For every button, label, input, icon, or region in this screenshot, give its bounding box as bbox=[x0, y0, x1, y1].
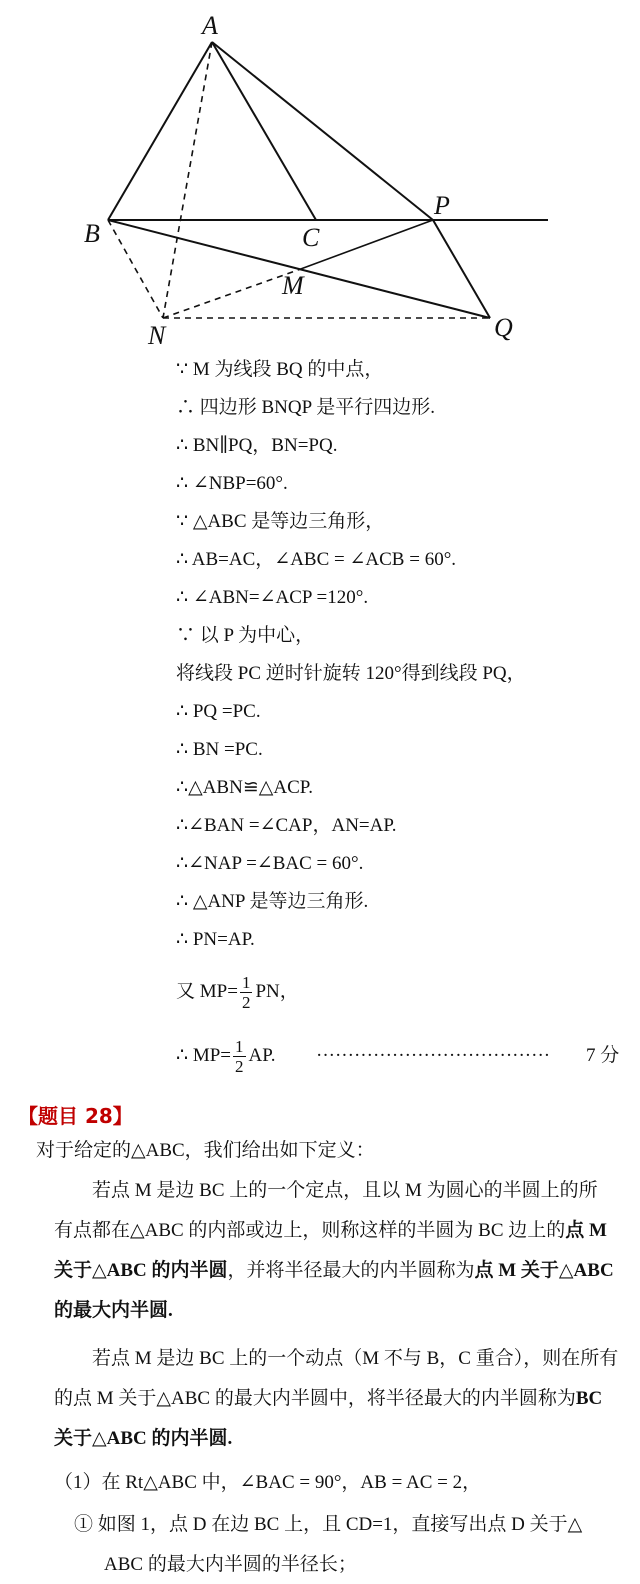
fraction-half bbox=[240, 973, 253, 1012]
proof-line: 将线段 PC 逆时针旋转 120°得到线段 PQ， bbox=[176, 663, 526, 684]
proof-line: ∵ 以 P 为中心， bbox=[176, 625, 315, 646]
definition-text: 有点都在△ABC 的内部或边上，则称这样的半圆为 BC 边上的 bbox=[54, 1220, 566, 1241]
frac-line-1-post: PN， bbox=[255, 981, 299, 1002]
proof-line: ∴∠BAN =∠CAP，AN=AP. bbox=[176, 815, 397, 836]
definition-bold: 关于△ABC 的内半圆 bbox=[54, 1260, 228, 1281]
question-1a-line: ① 如图 1，点 D 在边 BC 上，且 CD=1，直接写出点 D 关于△ bbox=[74, 1514, 583, 1535]
definition-1-line bbox=[54, 1292, 173, 1330]
score-label: 7 分 bbox=[586, 1045, 620, 1066]
segment-PQ bbox=[433, 220, 490, 318]
definition-text: ，并将半径最大的内半圆称为 bbox=[227, 1260, 475, 1281]
fraction-numerator: 1 bbox=[235, 1037, 244, 1057]
segment-AC bbox=[212, 42, 316, 220]
label-C: C bbox=[302, 223, 320, 252]
segment-AP bbox=[212, 42, 433, 220]
definition-bold: 的最大内半圆. bbox=[54, 1300, 173, 1321]
label-B: B bbox=[84, 219, 100, 248]
definition-bold: BC bbox=[575, 1388, 603, 1409]
label-A: A bbox=[202, 11, 218, 40]
proof-line-fraction-1 bbox=[176, 970, 299, 1014]
proof-line: ∴ ∠ABN=∠ACP =120°. bbox=[176, 587, 369, 608]
dashed-BN bbox=[108, 220, 163, 318]
geometry-figure bbox=[0, 0, 640, 350]
fraction-denominator: 2 bbox=[241, 993, 251, 1013]
proof-line: ∴ BN∥PQ，BN=PQ. bbox=[176, 435, 338, 456]
question-1a-line: ABC 的最大内半圆的半径长； bbox=[104, 1554, 357, 1575]
frac-line-2-pre: ∴ MP= bbox=[176, 1045, 232, 1066]
label-M: M bbox=[282, 271, 304, 300]
proof-line: ∴ AB=AC，∠ABC = ∠ACB = 60°. bbox=[176, 549, 457, 570]
label-P: P bbox=[434, 191, 450, 220]
definition-2-line bbox=[54, 1380, 602, 1418]
definition-1-line bbox=[54, 1252, 614, 1290]
proof-line: ∴ 四边形 BNQP 是平行四边形. bbox=[176, 397, 435, 418]
frac-line-2-post: AP. bbox=[248, 1045, 276, 1066]
intro-line: 对于给定的△ABC，我们给出如下定义： bbox=[36, 1140, 375, 1161]
definition-bold: 关于△ABC 的内半圆. bbox=[54, 1428, 233, 1449]
problem-title: 【题目 28】 bbox=[18, 1104, 133, 1128]
fraction-numerator: 1 bbox=[241, 973, 251, 993]
proof-line: ∴ PQ =PC. bbox=[176, 701, 261, 722]
label-Q: Q bbox=[494, 313, 513, 342]
definition-1-line: 若点 M 是边 BC 上的一个定点，且以 M 为圆心的半圆上的所 bbox=[92, 1180, 598, 1201]
definition-bold: 点 M bbox=[565, 1220, 607, 1241]
proof-line: ∴∠NAP =∠BAC = 60°. bbox=[176, 853, 364, 874]
definition-1-line bbox=[54, 1212, 607, 1250]
proof-line: ∴ PN=AP. bbox=[176, 929, 255, 950]
proof-line: ∵ △ABC 是等边三角形， bbox=[176, 511, 385, 532]
definition-text: 的点 M 关于△ABC 的最大内半圆中，将半径最大的内半圆称为 bbox=[54, 1388, 576, 1409]
definition-2-line bbox=[54, 1420, 232, 1458]
proof-line: ∴ △ANP 是等边三角形. bbox=[176, 891, 369, 912]
proof-line: ∴ BN =PC. bbox=[176, 739, 263, 760]
proof-line: ∵ M 为线段 BQ 的中点， bbox=[176, 359, 384, 380]
proof-line: ∴△ABN≌△ACP. bbox=[176, 777, 313, 798]
definition-2-line: 若点 M 是边 BC 上的一个动点（M 不与 B，C 重合），则在所有 bbox=[92, 1348, 619, 1369]
dashed-NM bbox=[163, 270, 298, 318]
label-N: N bbox=[148, 321, 166, 350]
frac-line-1-pre: 又 MP= bbox=[176, 981, 238, 1002]
proof-line-fraction-2 bbox=[176, 1034, 640, 1078]
score-leader-dots: ····································· bbox=[316, 1045, 551, 1066]
fraction-denominator: 2 bbox=[235, 1057, 244, 1077]
fraction-half bbox=[233, 1037, 246, 1076]
definition-bold: 点 M 关于△ABC bbox=[474, 1260, 614, 1281]
question-1: （1）在 Rt△ABC 中，∠BAC = 90°，AB = AC = 2， bbox=[54, 1472, 482, 1493]
proof-line: ∴ ∠NBP=60°. bbox=[176, 473, 288, 494]
